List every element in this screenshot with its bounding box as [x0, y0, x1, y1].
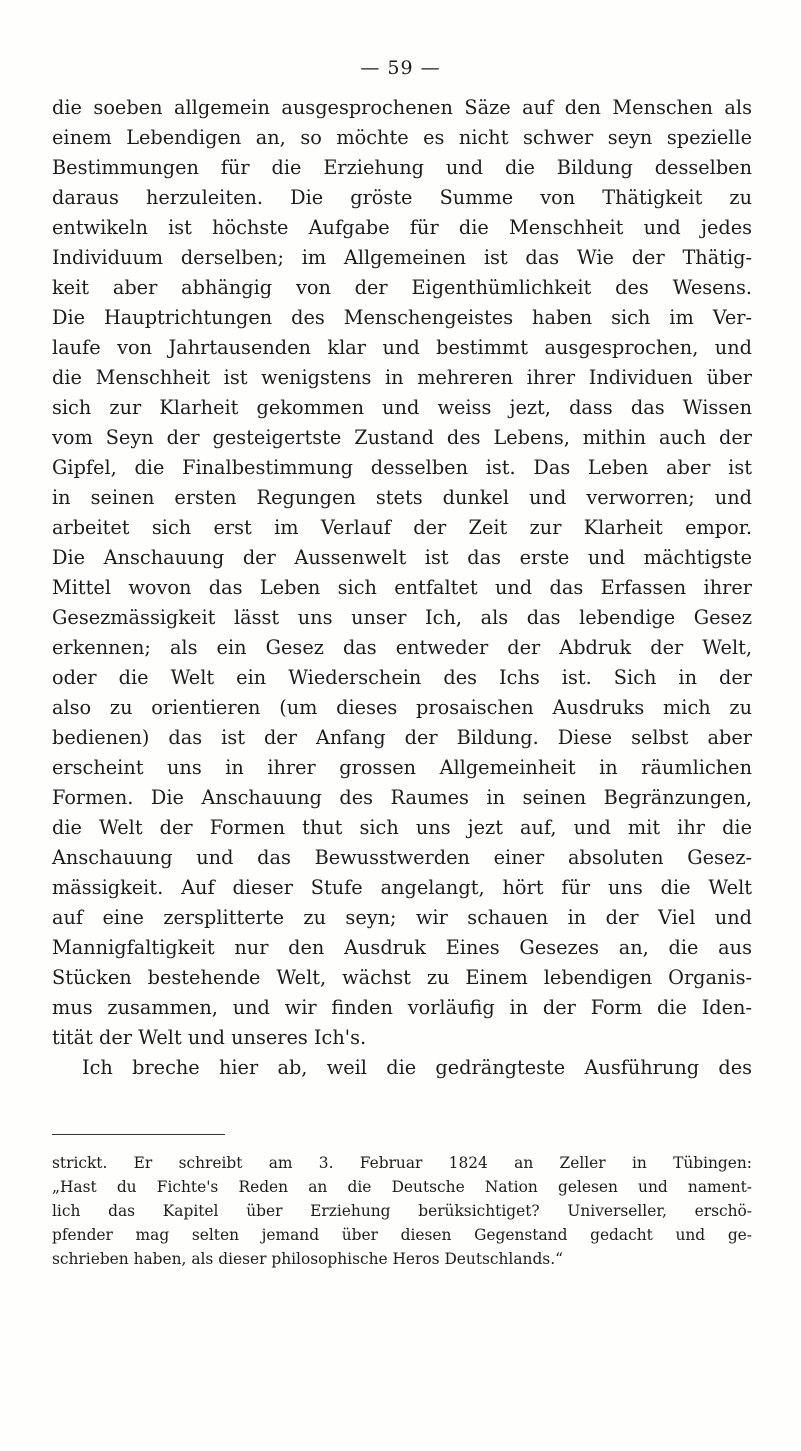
- body-line: Ich breche hier ab, weil die gedrängteste Ausführung des: [82, 1056, 752, 1079]
- body-line: erkennen; als ein Gesez das entweder der Abdruk der Welt,: [52, 636, 752, 659]
- footnote-line: lich das Kapitel über Erziehung berüksichtiget? Universeller, erschö-: [52, 1202, 752, 1220]
- body-line: entwikeln ist höchste Aufgabe für die Menschheit und jedes: [52, 216, 752, 239]
- footnote-line: pfender mag selten jemand über diesen Gegenstand gedacht und ge-: [52, 1226, 752, 1244]
- body-line: Formen. Die Anschauung des Raumes in seinen Begränzungen,: [52, 786, 752, 809]
- footnote-divider: [52, 1134, 225, 1135]
- body-line: die soeben allgemein ausgesprochenen Säze auf den Menschen als: [52, 96, 752, 119]
- body-line: einem Lebendigen an, so möchte es nicht schwer seyn spezielle: [52, 126, 752, 149]
- body-line: also zu orientieren (um dieses prosaischen Ausdruks mich zu: [52, 696, 752, 719]
- body-line: Die Anschauung der Aussenwelt ist das erste und mächtigste: [52, 546, 752, 569]
- body-line: arbeitet sich erst im Verlauf der Zeit zur Klarheit empor.: [52, 516, 752, 539]
- body-line: mässigkeit. Auf dieser Stufe angelangt, hört für uns die Welt: [52, 876, 752, 899]
- body-line: bedienen) das ist der Anfang der Bildung. Diese selbst aber: [52, 726, 752, 749]
- body-line: die Menschheit ist wenigstens in mehreren ihrer Individuen über: [52, 366, 752, 389]
- body-line: erscheint uns in ihrer grossen Allgemeinheit in räumlichen: [52, 756, 752, 779]
- footnote-line: „Hast du Fichte's Reden an die Deutsche Nation gelesen und nament-: [52, 1178, 752, 1196]
- body-line: auf eine zersplitterte zu seyn; wir schauen in der Viel und: [52, 906, 752, 929]
- body-line: tität der Welt und unseres Ich's.: [52, 1026, 367, 1049]
- body-text: [52, 93, 752, 1083]
- footnote: [52, 1151, 752, 1271]
- body-line: mus zusammen, und wir finden vorläufig in der Form die Iden-: [52, 996, 752, 1019]
- body-line: Bestimmungen für die Erziehung und die Bildung desselben: [52, 156, 752, 179]
- body-line: Stücken bestehende Welt, wächst zu Einem lebendigen Organis-: [52, 966, 752, 989]
- body-line: sich zur Klarheit gekommen und weiss jezt, dass das Wissen: [52, 396, 752, 419]
- body-line: daraus herzuleiten. Die gröste Summe von Thätigkeit zu: [52, 186, 752, 209]
- page-number: — 59 —: [360, 57, 441, 79]
- footnote-line: schrieben haben, als dieser philosophische Heros Deutschlands.“: [52, 1250, 563, 1268]
- body-line: vom Seyn der gesteigertste Zustand des Lebens, mithin auch der: [52, 426, 752, 449]
- body-line: Individuum derselben; im Allgemeinen ist das Wie der Thätig-: [52, 246, 752, 269]
- body-line: keit aber abhängig von der Eigenthümlichkeit des Wesens.: [52, 276, 752, 299]
- body-line: Mannigfaltigkeit nur den Ausdruk Eines Gesezes an, die aus: [52, 936, 752, 959]
- body-line: Die Hauptrichtungen des Menschengeistes haben sich im Ver-: [52, 306, 752, 329]
- body-line: Gipfel, die Finalbestimmung desselben ist. Das Leben aber ist: [52, 456, 752, 479]
- body-line: Anschauung und das Bewusstwerden einer absoluten Gesez-: [52, 846, 752, 869]
- body-line: Gesezmässigkeit lässt uns unser Ich, als das lebendige Gesez: [52, 606, 752, 629]
- body-line: oder die Welt ein Wiederschein des Ichs ist. Sich in der: [52, 666, 752, 689]
- body-line: die Welt der Formen thut sich uns jezt auf, und mit ihr die: [52, 816, 752, 839]
- body-line: laufe von Jahrtausenden klar und bestimmt ausgesprochen, und: [52, 336, 752, 359]
- body-line: Mittel wovon das Leben sich entfaltet und das Erfassen ihrer: [52, 576, 752, 599]
- footnote-line: strickt. Er schreibt am 3. Februar 1824 an Zeller in Tübingen:: [52, 1154, 752, 1172]
- body-line: in seinen ersten Regungen stets dunkel und verworren; und: [52, 486, 752, 509]
